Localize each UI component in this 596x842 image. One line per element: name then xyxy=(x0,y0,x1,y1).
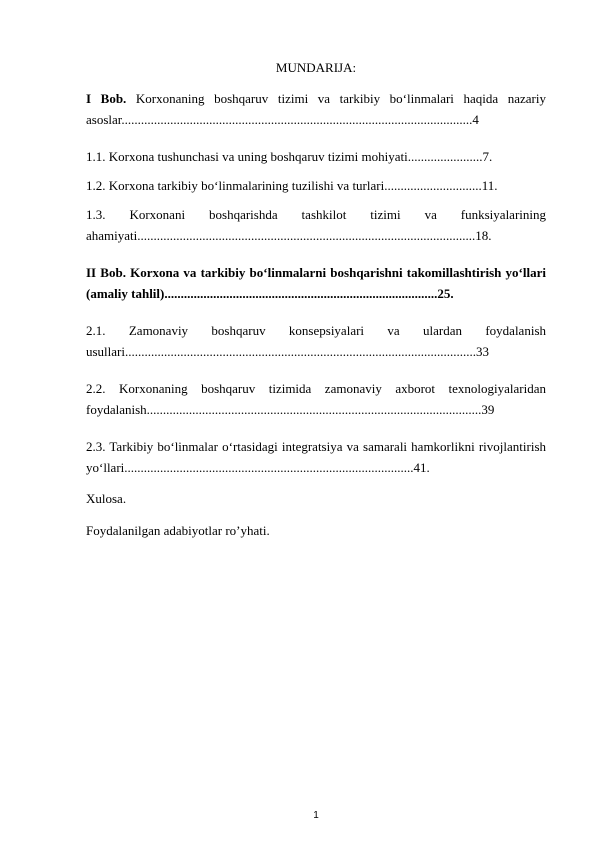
toc-entry-1-3: 1.3. Korxonani boshqarishda tashkilot tizimi va funksiyalarining ahamiyati........................................................................................................18. xyxy=(86,207,546,243)
toc-entry-chapter-1 xyxy=(86,88,546,130)
toc-entry-chapter-2: II Bob. Korxona va tarkibiy bo‘linmalarni boshqarishni takomillashtirish yo‘llari (amaliy tahlil)....................................................................................25. xyxy=(86,265,546,301)
toc-entry-2-2: 2.2. Korxonaning boshqaruv tizimida zamonaviy axborot texnologiyalaridan foydalanish.......................................................................................................39 xyxy=(86,381,546,417)
toc-entry-2-1: 2.1. Zamonaviy boshqaruv konsepsiyalari va ulardan foydalanish usullari............................................................................................................33 xyxy=(86,323,546,359)
page-number: 1 xyxy=(313,810,319,821)
toc-entry-references: Foydalanilgan adabiyotlar ro’yhati. xyxy=(86,523,270,538)
toc-entry-2-3: 2.3. Tarkibiy bo‘linmalar o‘rtasidagi integratsiya va samarali hamkorlikni rivojlantirish yo‘llari.........................................................................................41. xyxy=(86,439,546,475)
toc-entry-1-2: 1.2. Korxona tarkibiy bo‘linmalarining tuzilishi va turlari..............................11. xyxy=(86,178,498,193)
page-title: MUNDARIJA: xyxy=(275,60,357,75)
document-page xyxy=(86,0,546,842)
chapter-1-label: I Bob. xyxy=(86,91,127,106)
toc-entry-1-1: 1.1. Korxona tushunchasi va uning boshqaruv tizimi mohiyati.......................7. xyxy=(86,149,493,164)
chapter-1-text: Korxonaning boshqaruv tizimi va tarkibiy bo‘linmalari haqida nazariy asoslar............................................................................................................4 xyxy=(86,91,546,127)
toc-entry-conclusion: Xulosa. xyxy=(86,491,127,506)
